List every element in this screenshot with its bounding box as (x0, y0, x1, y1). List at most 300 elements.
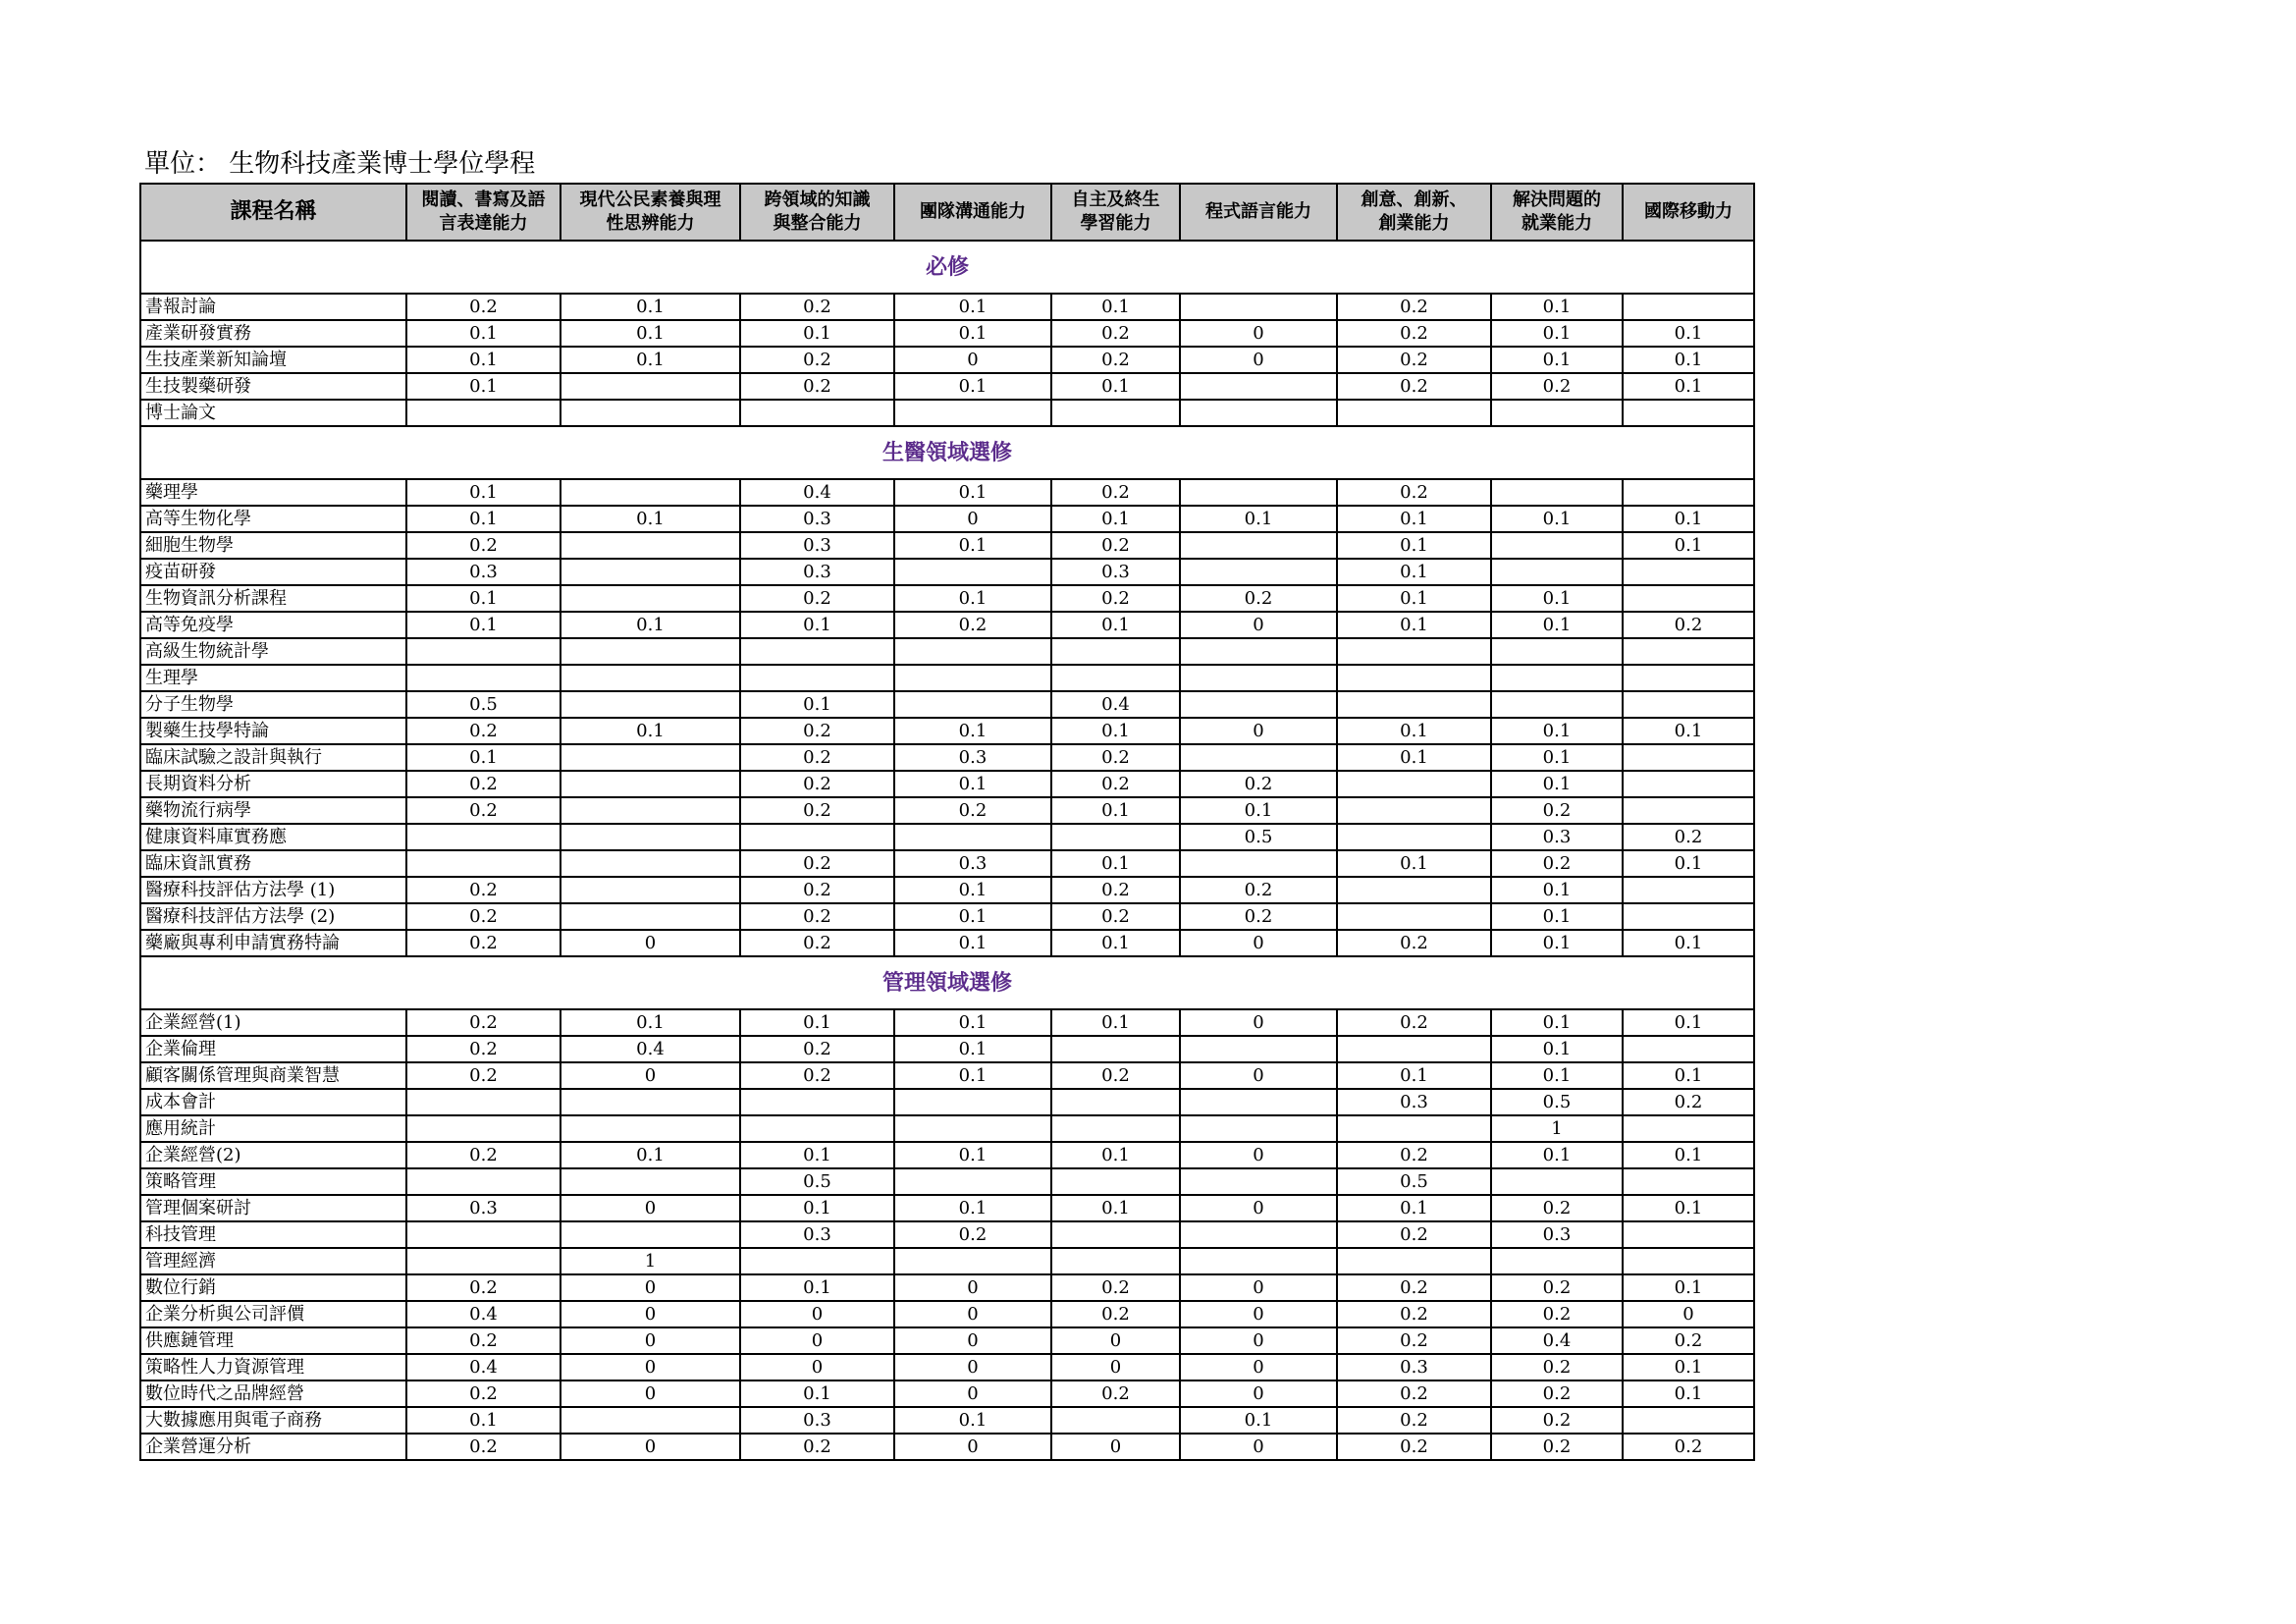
course-name-cell: 高等生物化學 (140, 506, 406, 532)
score-cell (1180, 294, 1337, 320)
table-row (140, 559, 1754, 585)
score-cell: 0.2 (1491, 1380, 1623, 1407)
score-cell: 0.1 (1623, 320, 1754, 347)
score-cell: 0 (561, 1195, 740, 1221)
table-row (140, 1009, 1754, 1036)
score-cell: 0 (894, 506, 1051, 532)
course-name-cell: 策略性人力資源管理 (140, 1354, 406, 1380)
score-cell: 0.1 (1623, 930, 1754, 956)
score-cell: 0 (1180, 1301, 1337, 1327)
table-row (140, 877, 1754, 903)
score-cell: 0.2 (1337, 1434, 1491, 1460)
score-cell (1491, 691, 1623, 718)
score-cell: 0.2 (1337, 1009, 1491, 1036)
table-row (140, 1301, 1754, 1327)
score-cell: 0.2 (406, 1327, 561, 1354)
score-cell: 0.2 (406, 718, 561, 744)
score-cell: 0 (1180, 612, 1337, 638)
score-cell: 0.2 (1337, 373, 1491, 400)
score-cell: 0.1 (406, 744, 561, 771)
score-cell: 0.2 (1337, 347, 1491, 373)
score-cell (1051, 638, 1180, 665)
score-cell: 0.1 (740, 1142, 894, 1168)
score-cell: 0.2 (1051, 1062, 1180, 1089)
score-cell: 0.1 (406, 585, 561, 612)
score-cell: 0 (740, 1354, 894, 1380)
table-row (140, 903, 1754, 930)
score-cell: 0 (561, 930, 740, 956)
score-cell (406, 400, 561, 426)
score-cell: 0.2 (406, 877, 561, 903)
score-cell (1051, 1115, 1180, 1142)
score-cell: 0.2 (406, 797, 561, 824)
score-cell: 0.1 (1623, 1142, 1754, 1168)
score-cell: 0.2 (740, 1434, 894, 1460)
course-name-cell: 產業研發實務 (140, 320, 406, 347)
section-header-row (140, 426, 1754, 479)
course-name-cell: 生物資訊分析課程 (140, 585, 406, 612)
score-cell: 0.2 (1623, 1434, 1754, 1460)
score-cell: 0.1 (1623, 1380, 1754, 1407)
score-cell: 0.5 (1337, 1168, 1491, 1195)
score-cell: 0.2 (1337, 1380, 1491, 1407)
table-row (140, 1248, 1754, 1274)
score-cell (561, 1407, 740, 1434)
score-cell: 0.1 (740, 691, 894, 718)
table-row (140, 850, 1754, 877)
score-cell: 0.1 (1623, 1009, 1754, 1036)
score-cell: 1 (1491, 1115, 1623, 1142)
score-cell (1337, 1036, 1491, 1062)
score-cell (1623, 691, 1754, 718)
score-cell: 0.2 (406, 1036, 561, 1062)
score-cell: 0.1 (406, 373, 561, 400)
score-cell: 0 (1180, 1142, 1337, 1168)
score-cell: 0.1 (1491, 320, 1623, 347)
score-cell (1623, 1221, 1754, 1248)
score-cell: 0.1 (740, 1274, 894, 1301)
course-name-cell: 顧客關係管理與商業智慧 (140, 1062, 406, 1089)
course-name-cell: 健康資料庫實務應 (140, 824, 406, 850)
score-cell (1623, 1168, 1754, 1195)
table-row (140, 718, 1754, 744)
score-cell: 0.3 (406, 1195, 561, 1221)
score-cell (561, 1089, 740, 1115)
score-cell: 0.1 (1051, 612, 1180, 638)
table-row (140, 744, 1754, 771)
score-cell: 0.2 (406, 294, 561, 320)
score-cell: 0.2 (894, 1221, 1051, 1248)
course-name-cell: 數位行銷 (140, 1274, 406, 1301)
score-cell: 0 (894, 1354, 1051, 1380)
course-name-cell: 藥廠與專利申請實務特論 (140, 930, 406, 956)
score-cell: 0.1 (561, 612, 740, 638)
score-cell (1337, 691, 1491, 718)
score-cell: 0.2 (406, 1380, 561, 1407)
score-cell: 0 (1180, 1274, 1337, 1301)
score-cell: 0.1 (406, 1407, 561, 1434)
score-cell (1337, 824, 1491, 850)
score-cell: 0.2 (894, 612, 1051, 638)
score-cell (1180, 744, 1337, 771)
score-cell: 0.1 (1623, 1354, 1754, 1380)
score-cell (1051, 1248, 1180, 1274)
score-cell: 0.1 (894, 1142, 1051, 1168)
score-cell (894, 665, 1051, 691)
score-cell (1623, 638, 1754, 665)
score-cell (1180, 373, 1337, 400)
column-header-competency: 解決問題的 就業能力 (1491, 184, 1623, 241)
competency-table (139, 183, 1755, 1461)
table-row (140, 797, 1754, 824)
score-cell (740, 824, 894, 850)
score-cell: 0.3 (406, 559, 561, 585)
score-cell (894, 400, 1051, 426)
score-cell: 0.3 (740, 1221, 894, 1248)
score-cell (1180, 691, 1337, 718)
score-cell (561, 559, 740, 585)
score-cell: 0.5 (1491, 1089, 1623, 1115)
score-cell: 0 (1180, 320, 1337, 347)
score-cell (1491, 1248, 1623, 1274)
score-cell: 0.2 (406, 532, 561, 559)
score-cell: 0.2 (1623, 1327, 1754, 1354)
score-cell (1051, 1168, 1180, 1195)
score-cell: 0.2 (1337, 1407, 1491, 1434)
score-cell: 0.2 (1491, 1274, 1623, 1301)
course-name-cell: 博士論文 (140, 400, 406, 426)
table-row (140, 691, 1754, 718)
score-cell (561, 1115, 740, 1142)
score-cell (740, 1089, 894, 1115)
score-cell (406, 1115, 561, 1142)
score-cell: 0.1 (1623, 718, 1754, 744)
score-cell: 0.2 (1051, 347, 1180, 373)
score-cell: 0.3 (740, 559, 894, 585)
course-name-cell: 藥理學 (140, 479, 406, 506)
score-cell: 0.1 (406, 612, 561, 638)
score-cell (1623, 797, 1754, 824)
score-cell: 0 (740, 1301, 894, 1327)
score-cell: 0.1 (1337, 559, 1491, 585)
table-row (140, 373, 1754, 400)
course-name-cell: 醫療科技評估方法學 (2) (140, 903, 406, 930)
score-cell: 0.1 (894, 1407, 1051, 1434)
score-cell (1180, 1089, 1337, 1115)
score-cell: 0.1 (894, 1062, 1051, 1089)
score-cell: 0.2 (740, 744, 894, 771)
score-cell (1623, 559, 1754, 585)
section-title: 必修 (140, 241, 1754, 294)
score-cell: 0.2 (406, 930, 561, 956)
course-name-cell: 企業分析與公司評價 (140, 1301, 406, 1327)
score-cell: 0.3 (1337, 1354, 1491, 1380)
score-cell (1337, 638, 1491, 665)
score-cell: 0.2 (740, 797, 894, 824)
table-row (140, 1221, 1754, 1248)
table-row (140, 532, 1754, 559)
score-cell: 0.1 (561, 506, 740, 532)
score-cell (406, 1248, 561, 1274)
score-cell (1491, 665, 1623, 691)
score-cell: 0.1 (894, 1195, 1051, 1221)
score-cell: 0.1 (894, 532, 1051, 559)
score-cell: 0.2 (1491, 850, 1623, 877)
course-name-cell: 成本會計 (140, 1089, 406, 1115)
course-name-cell: 供應鏈管理 (140, 1327, 406, 1354)
score-cell (406, 1221, 561, 1248)
score-cell (1180, 1248, 1337, 1274)
column-header-competency: 閱讀、書寫及語 言表達能力 (406, 184, 561, 241)
course-name-cell: 疫苗研發 (140, 559, 406, 585)
score-cell: 0.2 (406, 1142, 561, 1168)
score-cell (740, 1248, 894, 1274)
table-row (140, 1407, 1754, 1434)
column-header-competency: 創意、創新、 創業能力 (1337, 184, 1491, 241)
section-title: 管理領域選修 (140, 956, 1754, 1009)
score-cell: 0.1 (561, 320, 740, 347)
course-name-cell: 生理學 (140, 665, 406, 691)
score-cell: 0.1 (740, 320, 894, 347)
table-row (140, 1354, 1754, 1380)
score-cell (561, 824, 740, 850)
score-cell (1623, 771, 1754, 797)
score-cell: 0.1 (406, 479, 561, 506)
score-cell: 0 (1051, 1327, 1180, 1354)
score-cell: 0.1 (406, 347, 561, 373)
score-cell: 0.2 (740, 850, 894, 877)
score-cell: 0.4 (1491, 1327, 1623, 1354)
score-cell: 0 (1180, 1380, 1337, 1407)
score-cell: 0.2 (1180, 877, 1337, 903)
score-cell (1180, 850, 1337, 877)
score-cell: 0.3 (740, 1407, 894, 1434)
table-row (140, 930, 1754, 956)
score-cell: 0 (1180, 1195, 1337, 1221)
score-cell: 0.2 (1051, 1274, 1180, 1301)
score-cell: 0 (561, 1274, 740, 1301)
score-cell (1180, 1036, 1337, 1062)
column-header-competency: 程式語言能力 (1180, 184, 1337, 241)
score-cell: 0.5 (1180, 824, 1337, 850)
course-name-cell: 細胞生物學 (140, 532, 406, 559)
score-cell: 0.1 (1623, 850, 1754, 877)
score-cell: 0.3 (1491, 824, 1623, 850)
score-cell: 0.1 (740, 612, 894, 638)
score-cell: 0.2 (1491, 1354, 1623, 1380)
course-name-cell: 生技製藥研發 (140, 373, 406, 400)
score-cell (1180, 479, 1337, 506)
course-name-cell: 臨床資訊實務 (140, 850, 406, 877)
score-cell (561, 400, 740, 426)
score-cell: 0.1 (894, 930, 1051, 956)
table-row (140, 771, 1754, 797)
score-cell (740, 665, 894, 691)
score-cell (1623, 479, 1754, 506)
score-cell (894, 1115, 1051, 1142)
table-row (140, 1195, 1754, 1221)
table-row (140, 638, 1754, 665)
score-cell: 0.1 (894, 771, 1051, 797)
column-header-competency: 國際移動力 (1623, 184, 1754, 241)
score-cell (894, 691, 1051, 718)
score-cell (1491, 479, 1623, 506)
score-cell: 0.2 (406, 1434, 561, 1460)
score-cell: 0 (1180, 718, 1337, 744)
score-cell: 0.2 (1051, 771, 1180, 797)
score-cell (561, 877, 740, 903)
score-cell (406, 1168, 561, 1195)
column-header-competency: 跨領域的知識 與整合能力 (740, 184, 894, 241)
score-cell: 0.3 (740, 532, 894, 559)
course-name-cell: 企業經營(2) (140, 1142, 406, 1168)
score-cell: 0.1 (1051, 1195, 1180, 1221)
score-cell (1623, 1248, 1754, 1274)
score-cell (406, 824, 561, 850)
score-cell (1180, 665, 1337, 691)
score-cell: 0.2 (1337, 1301, 1491, 1327)
score-cell: 0.2 (1337, 1142, 1491, 1168)
score-cell (1051, 1221, 1180, 1248)
score-cell (1491, 559, 1623, 585)
score-cell: 0.2 (1623, 824, 1754, 850)
score-cell: 0.2 (1491, 1301, 1623, 1327)
column-header-competency: 團隊溝通能力 (894, 184, 1051, 241)
section-header-row (140, 956, 1754, 1009)
score-cell (1623, 585, 1754, 612)
score-cell (406, 850, 561, 877)
course-name-cell: 高級生物統計學 (140, 638, 406, 665)
course-name-cell: 企業經營(1) (140, 1009, 406, 1036)
section-header-row (140, 241, 1754, 294)
score-cell: 0.1 (1491, 877, 1623, 903)
score-cell: 0 (894, 1274, 1051, 1301)
score-cell (1623, 1036, 1754, 1062)
score-cell: 0.2 (406, 1062, 561, 1089)
score-cell: 0.2 (406, 771, 561, 797)
score-cell: 0.1 (1337, 612, 1491, 638)
score-cell: 0.4 (740, 479, 894, 506)
competency-table-container (139, 183, 1755, 1461)
score-cell: 0.5 (740, 1168, 894, 1195)
score-cell: 0.1 (1623, 532, 1754, 559)
score-cell: 0.1 (1337, 744, 1491, 771)
score-cell: 0.1 (1491, 612, 1623, 638)
score-cell: 0.1 (1491, 1036, 1623, 1062)
score-cell: 0.3 (1337, 1089, 1491, 1115)
score-cell: 0.2 (740, 1036, 894, 1062)
course-name-cell: 醫療科技評估方法學 (1) (140, 877, 406, 903)
table-row (140, 585, 1754, 612)
course-name-cell: 藥物流行病學 (140, 797, 406, 824)
score-cell: 0.1 (740, 1009, 894, 1036)
score-cell: 0.1 (894, 718, 1051, 744)
score-cell: 0.1 (1337, 506, 1491, 532)
score-cell: 0.2 (1491, 797, 1623, 824)
score-cell (1180, 400, 1337, 426)
table-row (140, 1168, 1754, 1195)
score-cell (1337, 903, 1491, 930)
table-row (140, 294, 1754, 320)
score-cell (561, 1168, 740, 1195)
score-cell: 0.2 (740, 1062, 894, 1089)
course-name-cell: 策略管理 (140, 1168, 406, 1195)
score-cell (1180, 1221, 1337, 1248)
score-cell (894, 1089, 1051, 1115)
score-cell (1337, 797, 1491, 824)
score-cell: 0.4 (406, 1354, 561, 1380)
section-title: 生醫領域選修 (140, 426, 1754, 479)
score-cell (1623, 1115, 1754, 1142)
score-cell (1623, 744, 1754, 771)
score-cell: 0.2 (1051, 903, 1180, 930)
score-cell: 0.1 (894, 479, 1051, 506)
score-cell: 0.4 (561, 1036, 740, 1062)
score-cell: 0.2 (1491, 1407, 1623, 1434)
score-cell: 0.2 (1051, 585, 1180, 612)
score-cell (1623, 400, 1754, 426)
score-cell (561, 1221, 740, 1248)
score-cell: 0.1 (894, 1036, 1051, 1062)
score-cell: 0.3 (894, 744, 1051, 771)
score-cell (561, 479, 740, 506)
score-cell: 0.4 (406, 1301, 561, 1327)
score-cell: 0.2 (1337, 320, 1491, 347)
score-cell: 0.2 (1051, 877, 1180, 903)
score-cell: 0.1 (406, 506, 561, 532)
score-cell (1051, 1407, 1180, 1434)
score-cell: 0.1 (894, 320, 1051, 347)
table-row (140, 1380, 1754, 1407)
score-cell (406, 638, 561, 665)
score-cell: 0.1 (1051, 797, 1180, 824)
unit-heading: 單位： 生物科技產業博士學位學程 (144, 149, 536, 179)
column-header-competency: 自主及終生 學習能力 (1051, 184, 1180, 241)
table-row (140, 347, 1754, 373)
score-cell: 0.4 (1051, 691, 1180, 718)
score-cell: 0 (894, 347, 1051, 373)
score-cell: 0.1 (1623, 1062, 1754, 1089)
score-cell: 0.2 (1051, 532, 1180, 559)
course-name-cell: 製藥生技學特論 (140, 718, 406, 744)
score-cell (561, 771, 740, 797)
score-cell: 0.1 (894, 903, 1051, 930)
score-cell: 0 (1180, 1354, 1337, 1380)
score-cell: 0.1 (1491, 347, 1623, 373)
table-row (140, 1062, 1754, 1089)
score-cell: 0.1 (894, 294, 1051, 320)
table-row (140, 1327, 1754, 1354)
course-name-cell: 應用統計 (140, 1115, 406, 1142)
table-row (140, 612, 1754, 638)
course-name-cell: 管理個案研討 (140, 1195, 406, 1221)
course-name-cell: 長期資料分析 (140, 771, 406, 797)
score-cell: 0.1 (1491, 771, 1623, 797)
score-cell: 0 (1180, 930, 1337, 956)
score-cell: 0.1 (740, 1380, 894, 1407)
score-cell: 0.2 (1180, 585, 1337, 612)
score-cell (1623, 877, 1754, 903)
score-cell: 0 (1180, 1062, 1337, 1089)
score-cell: 0.1 (1051, 850, 1180, 877)
table-row (140, 665, 1754, 691)
score-cell (561, 797, 740, 824)
score-cell: 0.1 (894, 373, 1051, 400)
score-cell: 0.1 (1491, 506, 1623, 532)
table-header-row (140, 184, 1754, 241)
table-row (140, 320, 1754, 347)
score-cell (740, 638, 894, 665)
